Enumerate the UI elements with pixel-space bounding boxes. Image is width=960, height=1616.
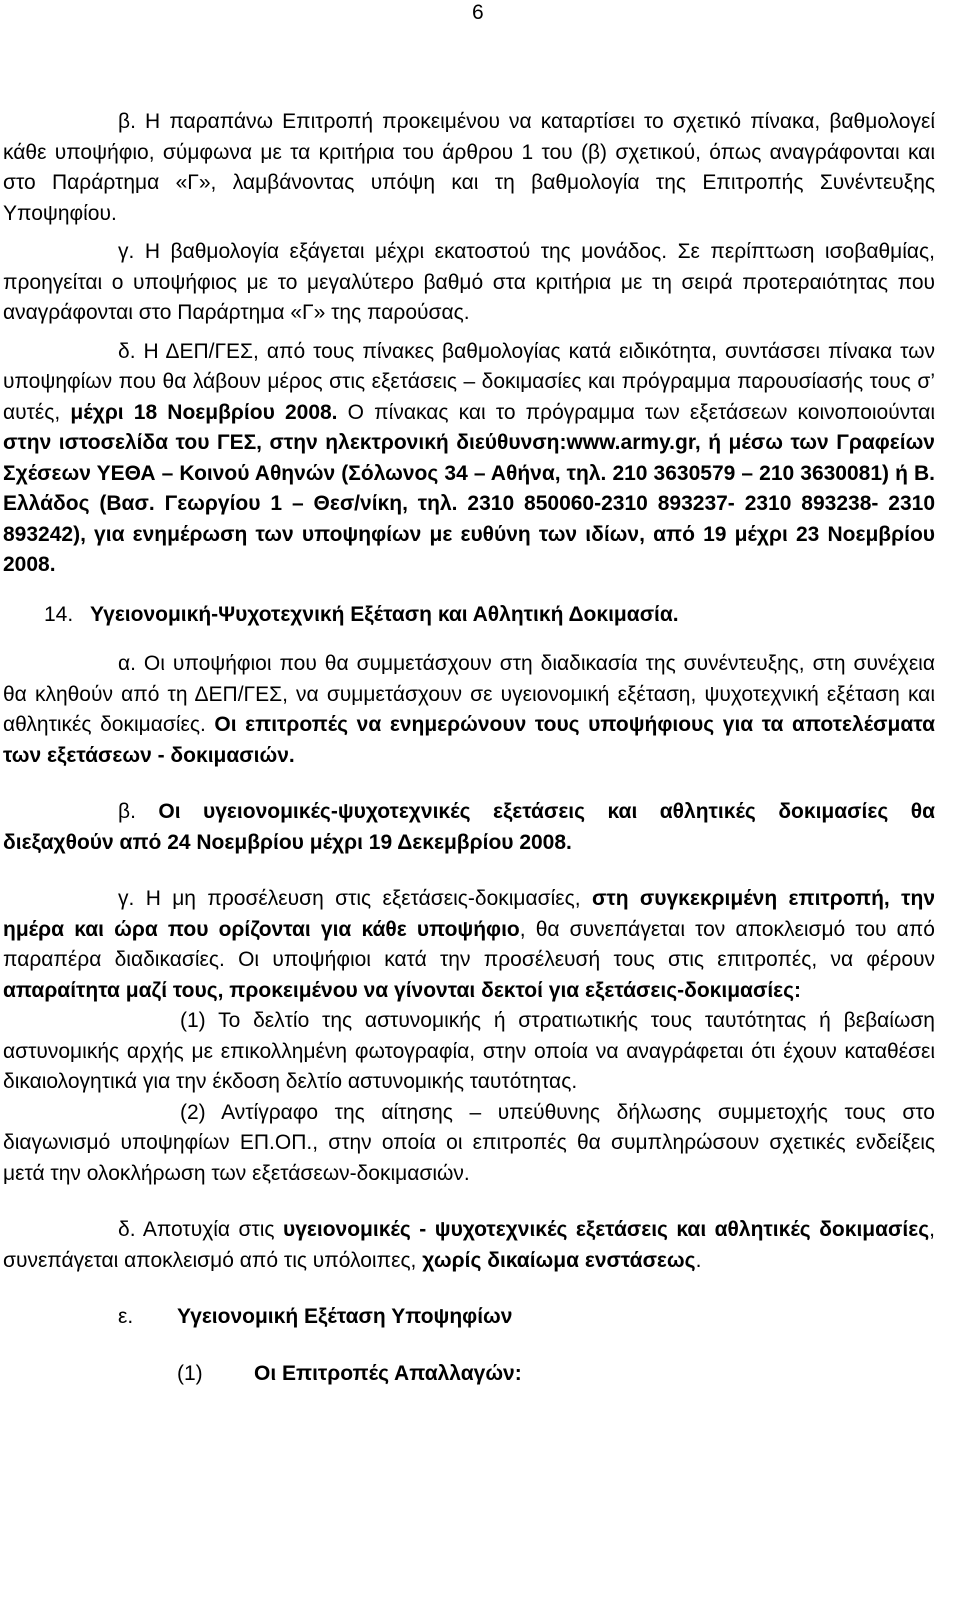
list-item-id-card <box>3 1006 935 1098</box>
subsection-label: ε. <box>118 1305 134 1328</box>
paragraph-gamma-attendance <box>3 884 935 1006</box>
paragraph-gamma-tie-break <box>3 237 935 329</box>
subsection-title: Οι Επιτροπές Απαλλαγών: <box>254 1361 522 1385</box>
paragraph-text: β. Η παραπάνω Επιτροπή προκειμένου να καταρτίσει το σχετικό πίνακα, βαθμολογεί κάθε υποψήφιο, σύμφωνα με τα κριτήρια του άρθρου 1 του (β) σχετικού, όπως αναγράφονται και στο Παράρτημα «Γ», λαμβάνοντας υπόψη και τη βαθμολογία της Επιτροπής Συνέντευξης Υποψηφίου. <box>3 110 935 225</box>
subsection-exemption-committees-heading <box>3 1359 935 1390</box>
paragraph-text: δ. Η ΔΕΠ/ΓΕΣ, από τους πίνακες βαθμολογίας κατά ειδικότητα, συντάσσει πίνακα των υποψηφίων που θα λάβουν μέρος στις εξετάσεις – δοκιμασίες και πρόγραμμα παρουσίασής τους σ’ αυτές, <box>3 339 935 424</box>
subsection-label: (1) <box>177 1361 203 1385</box>
required-items-bold: απαραίτητα μαζί τους, προκειμένου να γίνονται δεκτοί για εξετάσεις-δοκιμασίες: <box>3 978 802 1002</box>
publication-info-bold: στην ιστοσελίδα του ΓΕΣ, στην ηλεκτρονική διεύθυνση:www.army.gr, ή μέσω των Γραφείων Σχέσεων ΥΕΘΑ – Κοινού Αθηνών (Σόλωνος 34 – Αθήνα, τηλ. 210 3630579 – 210 3630081) ή Β. Ελλάδος (Βασ. Γεωργίου 1 – Θεσ/νίκη, τηλ. 2310 850060-2310 893237- 2310 893238- 2310 893242), για ενημέρωση των υποψηφίων με ευθύνη των ιδίων, από 19 μέχρι 23 Νοεμβρίου 2008. <box>3 431 935 576</box>
paragraph-alpha-medical-exams <box>3 649 935 771</box>
subsection-title: Υγειονομική Εξέταση Υποψηφίων <box>177 1305 513 1328</box>
page-number: 6 <box>472 1 484 24</box>
paragraph-text: δ. Αποτυχία στις <box>118 1218 283 1241</box>
list-item-text: (1) Το δελτίο της αστυνομικής ή στρατιωτικής τους ταυτότητας ή βεβαίωση αστυνομικής αρχής με επικολλημένη φωτογραφία, στην οποία να αναγράφεται ότι έχουν καταθέσει δικαιολογητικά για την έκδοση δελτίο αστυνομικής ταυτότητας. <box>3 1009 935 1093</box>
list-item-application-copy <box>3 1098 935 1190</box>
attendance-bold: στη συγκεκριμένη επιτροπή, την ημέρα και ώρα που ορίζονται για κάθε υποψήφιο <box>3 887 935 941</box>
results-notice-bold: Οι επιτροπές να ενημερώνουν τους υποψήφιους για τα αποτελέσματα των εξετάσεων - δοκιμασιών. <box>3 713 935 767</box>
paragraph-text: , θα συνεπάγεται τον αποκλεισμό του από παραπέρα διαδικασίες. Οι υποψήφιοι κατά την προσέλευσή τους στις επιτροπές, να φέρουν <box>3 917 935 971</box>
paragraph-text: α. Οι υποψήφιοι που θα συμμετάσχουν στη διαδικασία της συνέντευξης, στη συνέχεια θα κληθούν από τη ΔΕΠ/ΓΕΣ, να συμμετάσχουν σε υγειονομική εξέταση, ψυχοτεχνική εξέταση και αθλητικές δοκιμασίες. <box>3 652 935 736</box>
paragraph-text: γ. Η μη προσέλευση στις εξετάσεις-δοκιμασίες, <box>118 887 592 910</box>
no-objection-bold: χωρίς δικαίωμα ενστάσεως <box>422 1248 696 1272</box>
paragraph-text: , συνεπάγεται αποκλεισμό από τις υπόλοιπες, <box>3 1218 935 1272</box>
section-number: 14. <box>44 602 74 626</box>
section-title: Υγειονομική-Ψυχοτεχνική Εξέταση και Αθλητική Δοκιμασία. <box>90 602 679 626</box>
paragraph-beta-exam-dates <box>3 797 935 858</box>
paragraph-delta-exam-schedule <box>3 337 935 581</box>
section-14-heading <box>3 600 935 631</box>
paragraph-text: γ. Η βαθμολογία εξάγεται μέχρι εκατοστού της μονάδος. Σε περίπτωση ισοβαθμίας, προηγείται ο υποψήφιος με το μεγαλύτερο βαθμό στα κριτήρια με τη σειρά προτεραιότητας που αναγράφονται στο Παράρτημα «Γ» της παρούσας. <box>3 240 935 324</box>
paragraph-text: β. <box>118 800 159 823</box>
paragraph-text: Ο πίνακας και το πρόγραμμα των εξετάσεων κοινοποιούνται <box>337 400 936 424</box>
list-item-text: (2) Αντίγραφο της αίτησης – υπεύθυνης δήλωσης συμμετοχής τους στο διαγωνισμό υποψηφίων ΕΠ.ΟΠ., στην οποία οι επιτροπές θα συμπληρώσουν σχετικές ενδείξεις μετά την ολοκλήρωση των εξετάσεων-δοκιμασιών. <box>3 1100 935 1185</box>
deadline-bold: μέχρι 18 Νοεμβρίου 2008. <box>70 400 338 424</box>
exams-bold: υγειονομικές - ψυχοτεχνικές εξετάσεις και αθλητικές δοκιμασίες <box>283 1218 930 1241</box>
exam-dates-bold: Οι υγειονομικές-ψυχοτεχνικές εξετάσεις και αθλητικές δοκιμασίες θα διεξαχθούν από 24 Νοεμβρίου μέχρι 19 Δεκεμβρίου 2008. <box>3 800 935 854</box>
paragraph-delta-failure <box>3 1215 935 1276</box>
paragraph-text: . <box>695 1248 702 1272</box>
paragraph-beta-committee-scoring <box>3 107 935 229</box>
subsection-epsilon-heading <box>3 1302 935 1333</box>
document-body <box>3 107 935 1389</box>
